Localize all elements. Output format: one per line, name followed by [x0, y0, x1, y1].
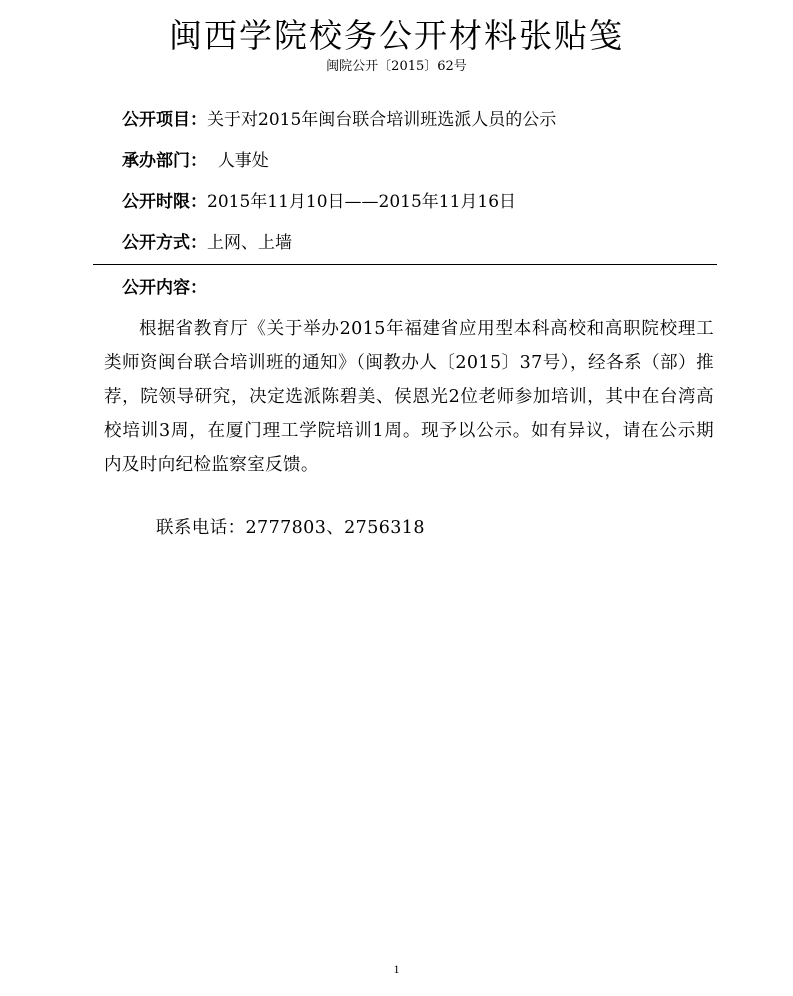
field-project-label: 公开项目： — [122, 110, 207, 130]
field-period-label: 公开时限： — [122, 192, 207, 212]
field-method — [122, 231, 292, 255]
field-period-value: 2015年11月10日——2015年11月16日 — [207, 192, 517, 212]
contact-phone: 联系电话：2777803、2756318 — [156, 518, 425, 538]
field-method-label: 公开方式： — [122, 233, 207, 253]
document-number: 闽院公开〔2015〕62号 — [326, 59, 467, 74]
content-paragraph: 根据省教育厅《关于举办2015年福建省应用型本科高校和高职院校理工类师资闽台联合培训班的通知》（闽教办人〔2015〕37号），经各系（部）推荐，院领导研究，决定选派陈碧美、侯恩光2位老师参加培训，其中在台湾高校培训3周，在厦门理工学院培训1周。现予以公示。如有异议，请在公示期内及时向纪检监察室反馈。 — [104, 319, 714, 475]
field-period — [122, 190, 516, 214]
field-department-value: 人事处 — [217, 151, 269, 171]
field-department-label: 承办部门： — [122, 151, 207, 171]
section-divider — [93, 264, 717, 265]
field-project — [122, 108, 556, 132]
page-number: 1 — [393, 962, 400, 976]
document-title: 闽西学院校务公开材料张贴笺 — [169, 16, 624, 55]
field-department — [122, 149, 269, 173]
field-method-value: 上网、上墙 — [207, 233, 292, 253]
content-label: 公开内容： — [122, 278, 207, 298]
field-project-value: 关于对2015年闽台联合培训班选派人员的公示 — [207, 110, 557, 130]
